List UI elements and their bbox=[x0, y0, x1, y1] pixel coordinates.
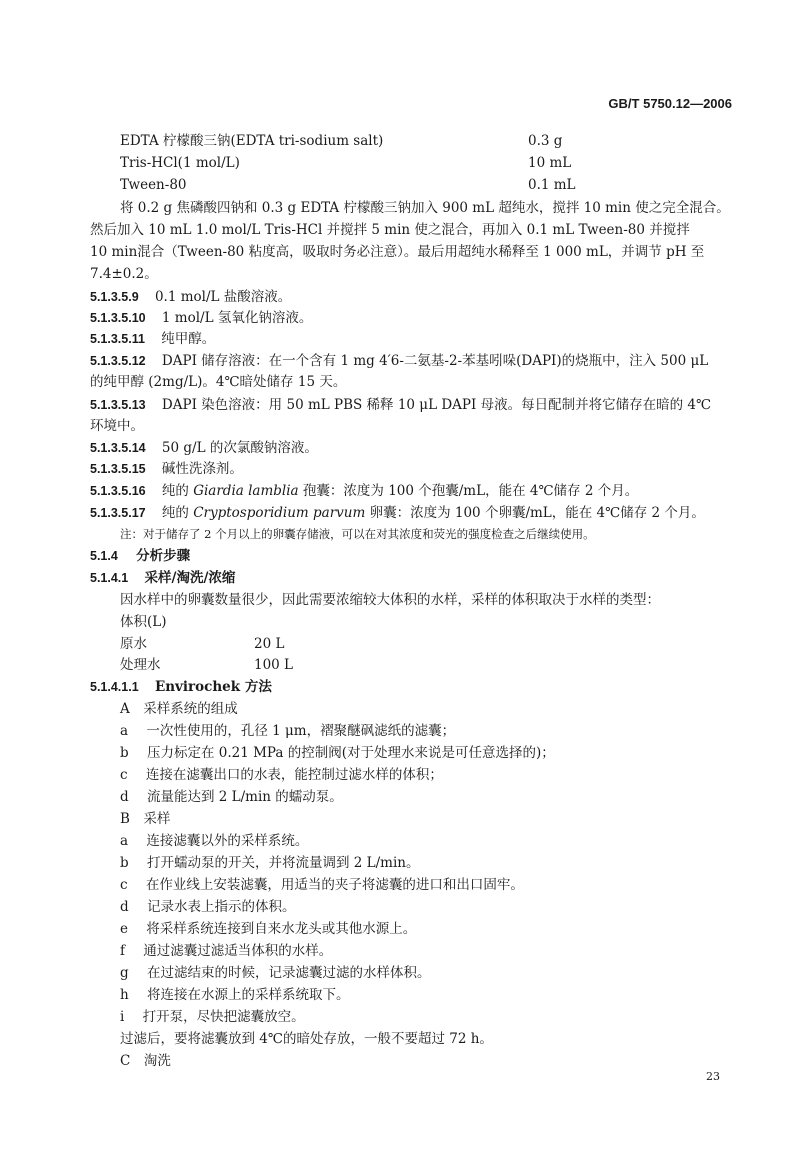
lettered-item bbox=[120, 1007, 305, 1027]
section-title: 分析步骤 bbox=[136, 548, 191, 564]
item-text: 在作业线上安装滤囊，用适当的夹子将滤囊的进口和出口固牢。 bbox=[145, 877, 524, 893]
species-name: Cryptosporidium parvum bbox=[193, 505, 366, 521]
item-text: 通过滤囊过滤适当体积的水样。 bbox=[143, 943, 333, 959]
lettered-item bbox=[120, 743, 555, 763]
item-continuation: 环境中。 bbox=[90, 418, 144, 434]
item-text: 连接在滤囊出口的水表，能控制过滤水样的体积； bbox=[145, 767, 443, 783]
part-label: B 采样 bbox=[120, 811, 171, 827]
item-letter: c bbox=[120, 767, 128, 783]
list-item bbox=[90, 308, 312, 328]
lettered-item bbox=[120, 963, 430, 983]
section-title: Envirochek 方法 bbox=[154, 679, 272, 695]
list-item bbox=[90, 481, 638, 501]
item-text-post: 孢囊：浓度为 100 个孢囊/mL，能在 4℃储存 2 个月。 bbox=[298, 483, 639, 499]
item-continuation: 的纯甲醇 (2mg/L)。4℃暗处储存 15 天。 bbox=[90, 374, 347, 390]
species-name: Giardia lamblia bbox=[193, 483, 299, 499]
list-item bbox=[90, 503, 705, 523]
item-number: 5.1.3.5.16 bbox=[90, 484, 146, 498]
item-text: 打开蠕动泵的开关，并将流量调到 2 L/min。 bbox=[146, 855, 420, 871]
part-label: A 采样系统的组成 bbox=[120, 701, 238, 717]
item-text: 在过滤结束的时候，记录滤囊过滤的水样体积。 bbox=[146, 965, 431, 981]
list-item bbox=[90, 438, 318, 458]
section-heading bbox=[90, 568, 235, 588]
section-title: 采样/淘洗/浓缩 bbox=[144, 570, 236, 586]
section-number: 5.1.4.1.1 bbox=[90, 680, 139, 694]
reagent-name: Tween-80 bbox=[120, 177, 187, 193]
item-letter: c bbox=[120, 877, 128, 893]
lettered-item bbox=[120, 985, 350, 1005]
paragraph-line: 将 0.2 g 焦磷酸四钠和 0.3 g EDTA 柠檬酸三钠加入 900 mL 超纯水，搅拌 10 min 使之完全混合。 bbox=[120, 200, 730, 216]
item-letter: e bbox=[120, 921, 128, 937]
list-item bbox=[90, 395, 711, 415]
volume-value: 20 L bbox=[254, 636, 285, 652]
item-text: 纯甲醇。 bbox=[161, 331, 216, 347]
item-text: 流量能达到 2 L/min 的蠕动泵。 bbox=[146, 789, 343, 805]
item-number: 5.1.3.5.12 bbox=[90, 354, 146, 368]
item-text: 将采样系统连接到自来水龙头或其他水源上。 bbox=[146, 921, 417, 937]
volume-value: 100 L bbox=[254, 657, 294, 673]
item-letter: d bbox=[120, 899, 129, 915]
lettered-item bbox=[120, 875, 524, 895]
lettered-item bbox=[120, 831, 308, 851]
note: 注：对于储存了 2 个月以上的卵囊存储液，可以在对其浓度和荧光的强度检查之后继续使用。 bbox=[120, 527, 595, 541]
reagent-amount: 0.1 mL bbox=[528, 177, 576, 193]
paragraph-line: 然后加入 10 mL 1.0 mol/L Tris-HCl 并搅拌 5 min 使之混合，再加入 0.1 mL Tween-80 并搅拌 bbox=[90, 222, 690, 238]
item-text: 打开泵，尽快把滤囊放空。 bbox=[142, 1009, 305, 1025]
section-number: 5.1.4 bbox=[90, 549, 118, 563]
item-letter: g bbox=[120, 965, 129, 981]
item-text: 连接滤囊以外的采样系统。 bbox=[146, 833, 309, 849]
lettered-item bbox=[120, 941, 332, 961]
item-text: 压力标定在 0.21 MPa 的控制阀(对于处理水来说是可任意选择的)； bbox=[146, 745, 555, 761]
standard-code: GB/T 5750.12—2006 bbox=[608, 96, 732, 111]
item-text: 碱性洗涤剂。 bbox=[161, 461, 243, 477]
item-letter: b bbox=[120, 855, 129, 871]
lettered-item bbox=[120, 765, 443, 785]
volume-table-header: 体积(L) bbox=[120, 614, 167, 630]
item-number: 5.1.3.5.14 bbox=[90, 441, 146, 455]
item-text: DAPI 染色溶液：用 50 mL PBS 稀释 10 μL DAPI 母液。每日配制并将它储存在暗的 4℃ bbox=[161, 397, 712, 413]
item-text-pre: 纯的 bbox=[161, 505, 194, 521]
paragraph-line: 因水样中的卵囊数量很少，因此需要浓缩较大体积的水样，采样的体积取决于水样的类型： bbox=[120, 592, 660, 608]
reagent-amount: 10 mL bbox=[528, 155, 572, 171]
item-letter: a bbox=[120, 833, 129, 849]
paragraph-line: 过滤后，要将滤囊放到 4℃的暗处存放，一般不要超过 72 h。 bbox=[120, 1031, 493, 1047]
item-text-post: 卵囊：浓度为 100 个卵囊/mL，能在 4℃储存 2 个月。 bbox=[365, 505, 705, 521]
section-heading bbox=[90, 546, 190, 566]
item-number: 5.1.3.5.11 bbox=[90, 332, 145, 346]
item-text-pre: 纯的 bbox=[161, 483, 194, 499]
lettered-item bbox=[120, 721, 455, 741]
lettered-item bbox=[120, 787, 343, 807]
item-text: 50 g/L 的次氯酸钠溶液。 bbox=[161, 440, 318, 456]
item-text: 0.1 mol/L 盐酸溶液。 bbox=[154, 289, 292, 305]
item-text: 将连接在水源上的采样系统取下。 bbox=[147, 987, 350, 1003]
list-item bbox=[90, 351, 708, 371]
reagent-amount: 0.3 g bbox=[528, 133, 563, 149]
item-number: 5.1.3.5.10 bbox=[90, 311, 146, 325]
paragraph-line: 10 min混合（Tween-80 粘度高，吸取时务必注意）。最后用超纯水稀释至 1 000 mL，并调节 pH 至 bbox=[90, 244, 705, 260]
item-letter: d bbox=[120, 789, 129, 805]
list-item bbox=[90, 329, 215, 349]
lettered-item bbox=[120, 919, 416, 939]
reagent-name: EDTA 柠檬酸三钠(EDTA tri-sodium salt) bbox=[120, 133, 384, 149]
item-letter: i bbox=[120, 1009, 125, 1025]
item-letter: a bbox=[120, 723, 129, 739]
reagent-name: Tris-HCl(1 mol/L) bbox=[120, 155, 240, 171]
item-letter: f bbox=[120, 943, 125, 959]
section-heading bbox=[90, 677, 272, 697]
lettered-item bbox=[120, 853, 419, 873]
list-item bbox=[90, 459, 243, 479]
item-number: 5.1.3.5.15 bbox=[90, 462, 146, 476]
part-label: C 淘洗 bbox=[120, 1053, 171, 1069]
list-item bbox=[90, 287, 291, 307]
item-letter: h bbox=[120, 987, 129, 1003]
item-number: 5.1.3.5.9 bbox=[90, 290, 139, 304]
volume-type: 处理水 bbox=[120, 657, 161, 673]
paragraph-line: 7.4±0.2。 bbox=[90, 266, 158, 282]
item-number: 5.1.3.5.13 bbox=[90, 398, 146, 412]
item-number: 5.1.3.5.17 bbox=[90, 506, 146, 520]
section-number: 5.1.4.1 bbox=[90, 571, 129, 585]
lettered-item bbox=[120, 897, 295, 917]
item-text: DAPI 储存溶液：在一个含有 1 mg 4′6-二氨基-2-苯基吲哚(DAPI)的烧瓶中，注入 500 μL bbox=[161, 353, 709, 369]
page-number: 23 bbox=[706, 1070, 720, 1083]
item-text: 1 mol/L 氢氧化钠溶液。 bbox=[161, 310, 313, 326]
item-text: 记录水表上指示的体积。 bbox=[146, 899, 296, 915]
item-text: 一次性使用的，孔径 1 μm，褶聚醚砜滤纸的滤囊； bbox=[146, 723, 456, 739]
item-letter: b bbox=[120, 745, 129, 761]
volume-type: 原水 bbox=[120, 636, 147, 652]
